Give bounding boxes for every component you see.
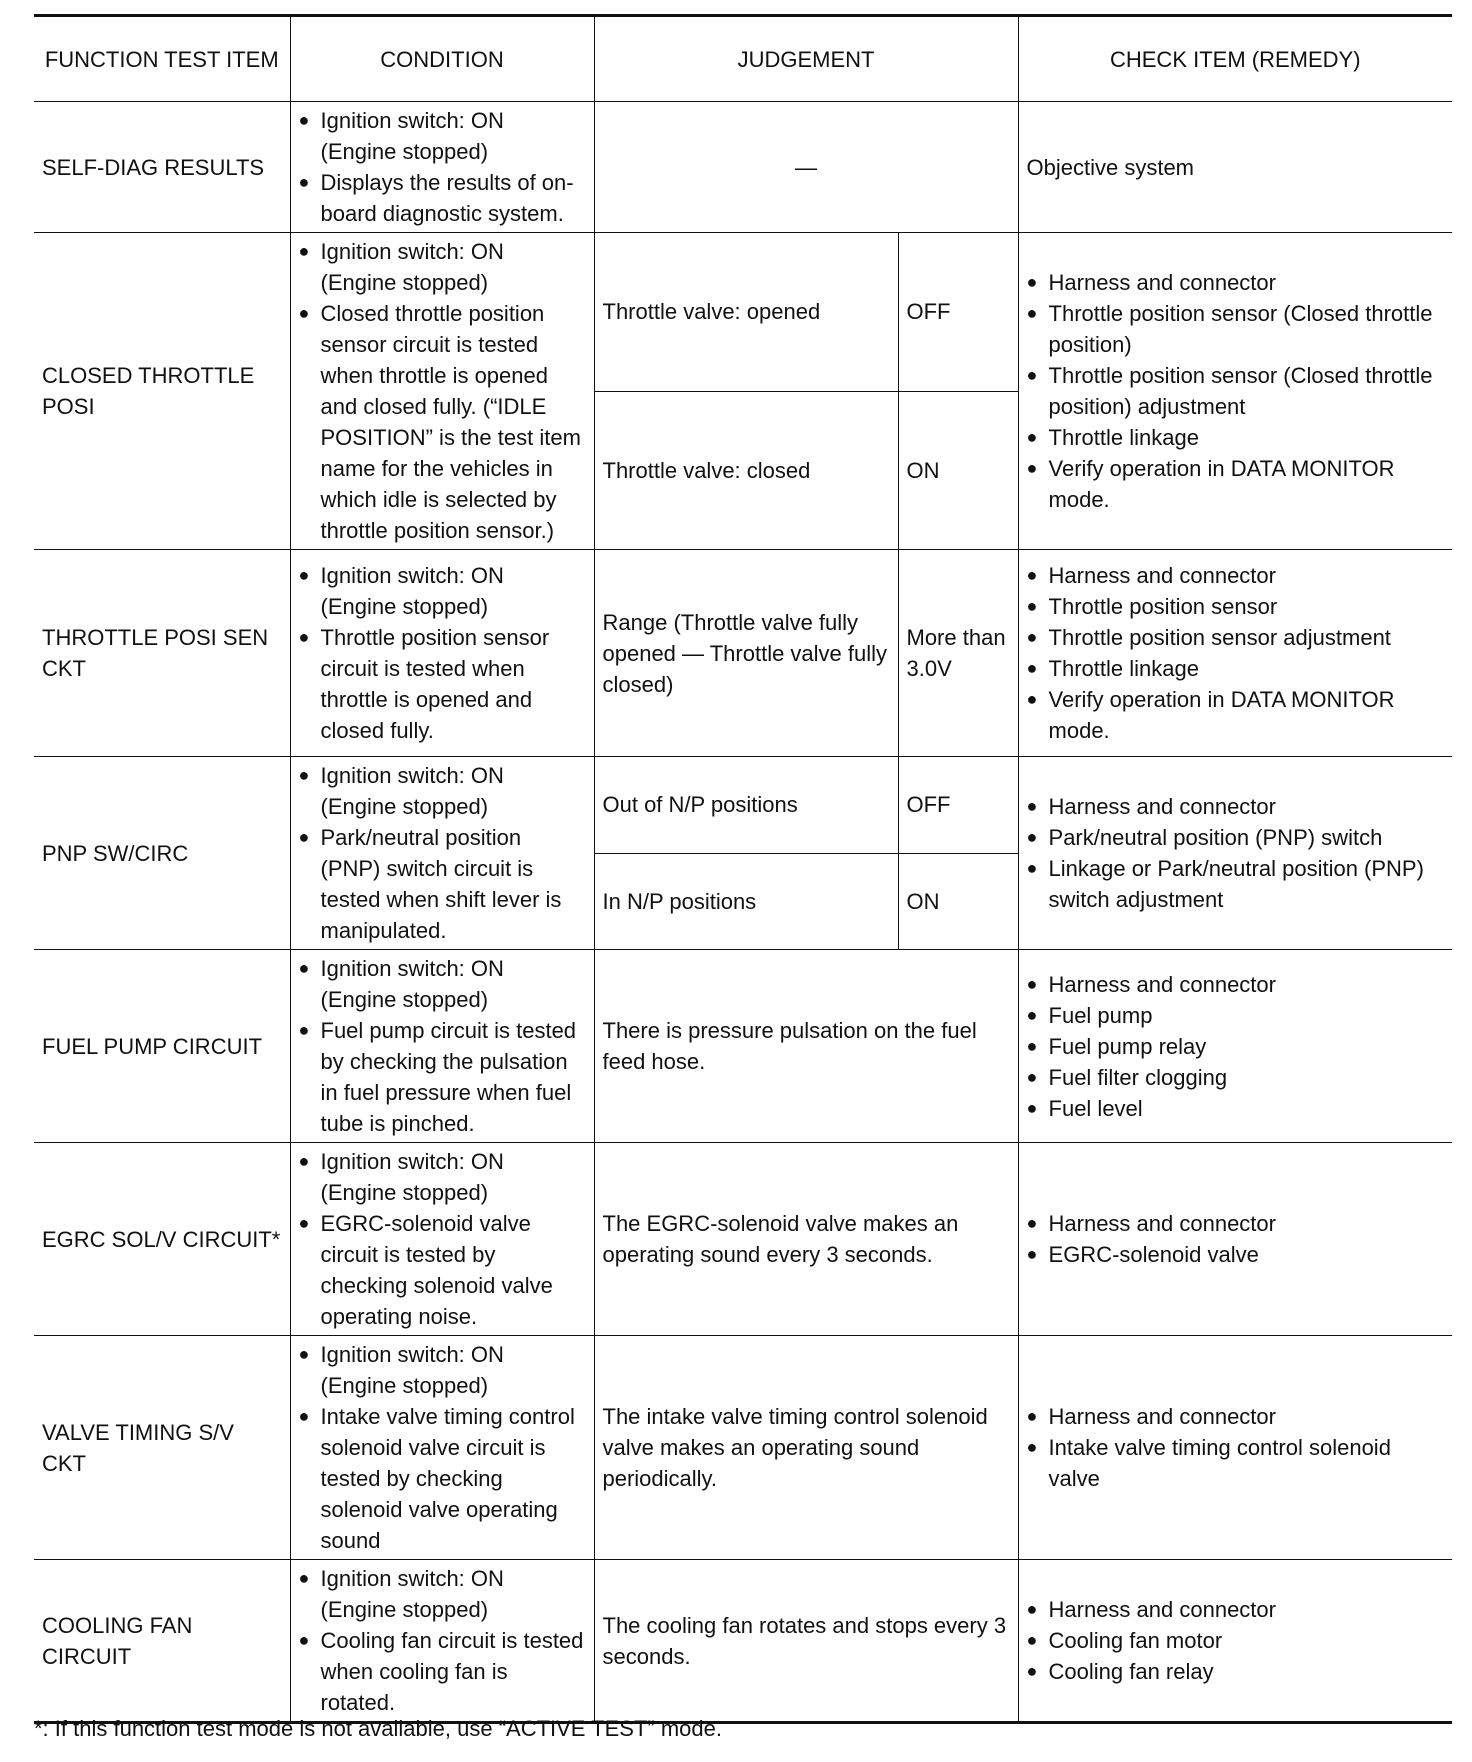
check-bullet: ● Harness and connector bbox=[1027, 1401, 1445, 1432]
table-row bbox=[34, 233, 1452, 392]
function-test-table bbox=[34, 14, 1452, 1724]
check-bullet: ● Harness and connector bbox=[1027, 969, 1445, 1000]
condition-bullet: ● Fuel pump circuit is tested by checking the pulsation in fuel pressure when fuel tube is pinched. bbox=[299, 1015, 586, 1139]
judgement-cell: The cooling fan rotates and stops every 3 seconds. bbox=[594, 1560, 1018, 1723]
condition-cell bbox=[290, 950, 594, 1143]
judgement-cell: In N/P positions bbox=[594, 853, 898, 950]
item-cell: SELF-DIAG RESULTS bbox=[34, 102, 290, 233]
header-judgement: JUDGEMENT bbox=[594, 16, 1018, 102]
header-check-item: CHECK ITEM (REMEDY) bbox=[1018, 16, 1452, 102]
table-row bbox=[34, 1336, 1452, 1560]
condition-cell bbox=[290, 757, 594, 950]
judgement-cell: Throttle valve: opened bbox=[594, 233, 898, 392]
item-cell: CLOSED THROTTLE POSI bbox=[34, 233, 290, 550]
judgement-cell: There is pressure pulsation on the fuel feed hose. bbox=[594, 950, 1018, 1143]
table-row bbox=[34, 102, 1452, 233]
result-cell: OFF bbox=[898, 233, 1018, 392]
check-bullet: ● Throttle position sensor (Closed throttle position) bbox=[1027, 298, 1445, 360]
judgement-cell: The intake valve timing control solenoid valve makes an operating sound periodically. bbox=[594, 1336, 1018, 1560]
table-row bbox=[34, 757, 1452, 854]
condition-bullet: ● Ignition switch: ON (Engine stopped) bbox=[299, 560, 586, 622]
table-row bbox=[34, 550, 1452, 757]
check-cell bbox=[1018, 1143, 1452, 1336]
check-bullet: ● Verify operation in DATA MONITOR mode. bbox=[1027, 684, 1445, 746]
result-cell: ON bbox=[898, 391, 1018, 550]
header-row bbox=[34, 16, 1452, 102]
header-condition: CONDITION bbox=[290, 16, 594, 102]
item-cell: VALVE TIMING S/V CKT bbox=[34, 1336, 290, 1560]
result-cell: ON bbox=[898, 853, 1018, 950]
check-bullet: ● Verify operation in DATA MONITOR mode. bbox=[1027, 453, 1445, 515]
check-cell: Objective system bbox=[1018, 102, 1452, 233]
check-bullet: ● Linkage or Park/neutral position (PNP) switch adjustment bbox=[1027, 853, 1445, 915]
check-cell bbox=[1018, 950, 1452, 1143]
condition-bullet: ● Throttle position sensor circuit is tested when throttle is opened and closed fully. bbox=[299, 622, 586, 746]
judgement-cell: Throttle valve: closed bbox=[594, 391, 898, 550]
check-bullet: ● Harness and connector bbox=[1027, 560, 1445, 591]
condition-bullet: ● Closed throttle position sensor circuit is tested when throttle is opened and closed fully. (“IDLE POSITION” is the test item name for the vehicles in which idle is selected by throttle position sensor.) bbox=[299, 298, 586, 546]
check-bullet: ● Fuel level bbox=[1027, 1093, 1445, 1124]
condition-bullet: ● Ignition switch: ON (Engine stopped) bbox=[299, 1339, 586, 1401]
condition-bullet: ● Ignition switch: ON (Engine stopped) bbox=[299, 105, 586, 167]
item-cell: COOLING FAN CIRCUIT bbox=[34, 1560, 290, 1723]
check-cell bbox=[1018, 1336, 1452, 1560]
check-bullet: ● Cooling fan relay bbox=[1027, 1656, 1445, 1687]
check-bullet: ● Harness and connector bbox=[1027, 791, 1445, 822]
condition-bullet: ● Ignition switch: ON (Engine stopped) bbox=[299, 953, 586, 1015]
check-bullet: ● Harness and connector bbox=[1027, 1594, 1445, 1625]
check-bullet: ● Fuel pump bbox=[1027, 1000, 1445, 1031]
condition-bullet: ● Displays the results of on-board diagnostic system. bbox=[299, 167, 586, 229]
table-row bbox=[34, 1560, 1452, 1723]
condition-cell bbox=[290, 550, 594, 757]
judgement-cell: Range (Throttle valve fully opened — Throttle valve fully closed) bbox=[594, 550, 898, 757]
condition-bullet: ● Cooling fan circuit is tested when cooling fan is rotated. bbox=[299, 1625, 586, 1718]
condition-cell bbox=[290, 1560, 594, 1723]
footnote: *: If this function test mode is not available, use “ACTIVE TEST” mode. bbox=[34, 1716, 723, 1741]
item-cell: THROTTLE POSI SEN CKT bbox=[34, 550, 290, 757]
result-cell: More than 3.0V bbox=[898, 550, 1018, 757]
check-cell bbox=[1018, 550, 1452, 757]
condition-cell bbox=[290, 1143, 594, 1336]
condition-bullet: ● Ignition switch: ON (Engine stopped) bbox=[299, 1563, 586, 1625]
condition-bullet: ● Ignition switch: ON (Engine stopped) bbox=[299, 1146, 586, 1208]
condition-cell bbox=[290, 233, 594, 550]
check-bullet: ● Intake valve timing control solenoid valve bbox=[1027, 1432, 1445, 1494]
condition-bullet: ● Intake valve timing control solenoid valve circuit is tested by checking solenoid valve operating sound bbox=[299, 1401, 586, 1556]
condition-cell bbox=[290, 102, 594, 233]
condition-bullet: ● EGRC-solenoid valve circuit is tested by checking solenoid valve operating noise. bbox=[299, 1208, 586, 1332]
item-cell: FUEL PUMP CIRCUIT bbox=[34, 950, 290, 1143]
check-bullet: ● Throttle linkage bbox=[1027, 653, 1445, 684]
check-bullet: ● Harness and connector bbox=[1027, 267, 1445, 298]
condition-bullet: ● Park/neutral position (PNP) switch circuit is tested when shift lever is manipulated. bbox=[299, 822, 586, 946]
condition-bullet: ● Ignition switch: ON (Engine stopped) bbox=[299, 236, 586, 298]
header-function-test-item: FUNCTION TEST ITEM bbox=[34, 16, 290, 102]
check-bullet: ● Cooling fan motor bbox=[1027, 1625, 1445, 1656]
condition-cell bbox=[290, 1336, 594, 1560]
condition-bullet: ● Ignition switch: ON (Engine stopped) bbox=[299, 760, 586, 822]
check-bullet: ● Park/neutral position (PNP) switch bbox=[1027, 822, 1445, 853]
table-row bbox=[34, 950, 1452, 1143]
check-cell bbox=[1018, 233, 1452, 550]
check-bullet: ● Throttle position sensor adjustment bbox=[1027, 622, 1445, 653]
check-bullet: ● Harness and connector bbox=[1027, 1208, 1445, 1239]
check-bullet: ● Throttle position sensor (Closed throttle position) adjustment bbox=[1027, 360, 1445, 422]
result-cell: OFF bbox=[898, 757, 1018, 854]
item-cell: EGRC SOL/V CIRCUIT* bbox=[34, 1143, 290, 1336]
judgement-cell: Out of N/P positions bbox=[594, 757, 898, 854]
judgement-cell: — bbox=[594, 102, 1018, 233]
check-cell bbox=[1018, 1560, 1452, 1723]
judgement-cell: The EGRC-solenoid valve makes an operating sound every 3 seconds. bbox=[594, 1143, 1018, 1336]
check-bullet: ● Throttle linkage bbox=[1027, 422, 1445, 453]
check-cell bbox=[1018, 757, 1452, 950]
table-row bbox=[34, 1143, 1452, 1336]
item-cell: PNP SW/CIRC bbox=[34, 757, 290, 950]
check-bullet: ● Throttle position sensor bbox=[1027, 591, 1445, 622]
check-bullet: ● EGRC-solenoid valve bbox=[1027, 1239, 1445, 1270]
check-bullet: ● Fuel filter clogging bbox=[1027, 1062, 1445, 1093]
check-bullet: ● Fuel pump relay bbox=[1027, 1031, 1445, 1062]
